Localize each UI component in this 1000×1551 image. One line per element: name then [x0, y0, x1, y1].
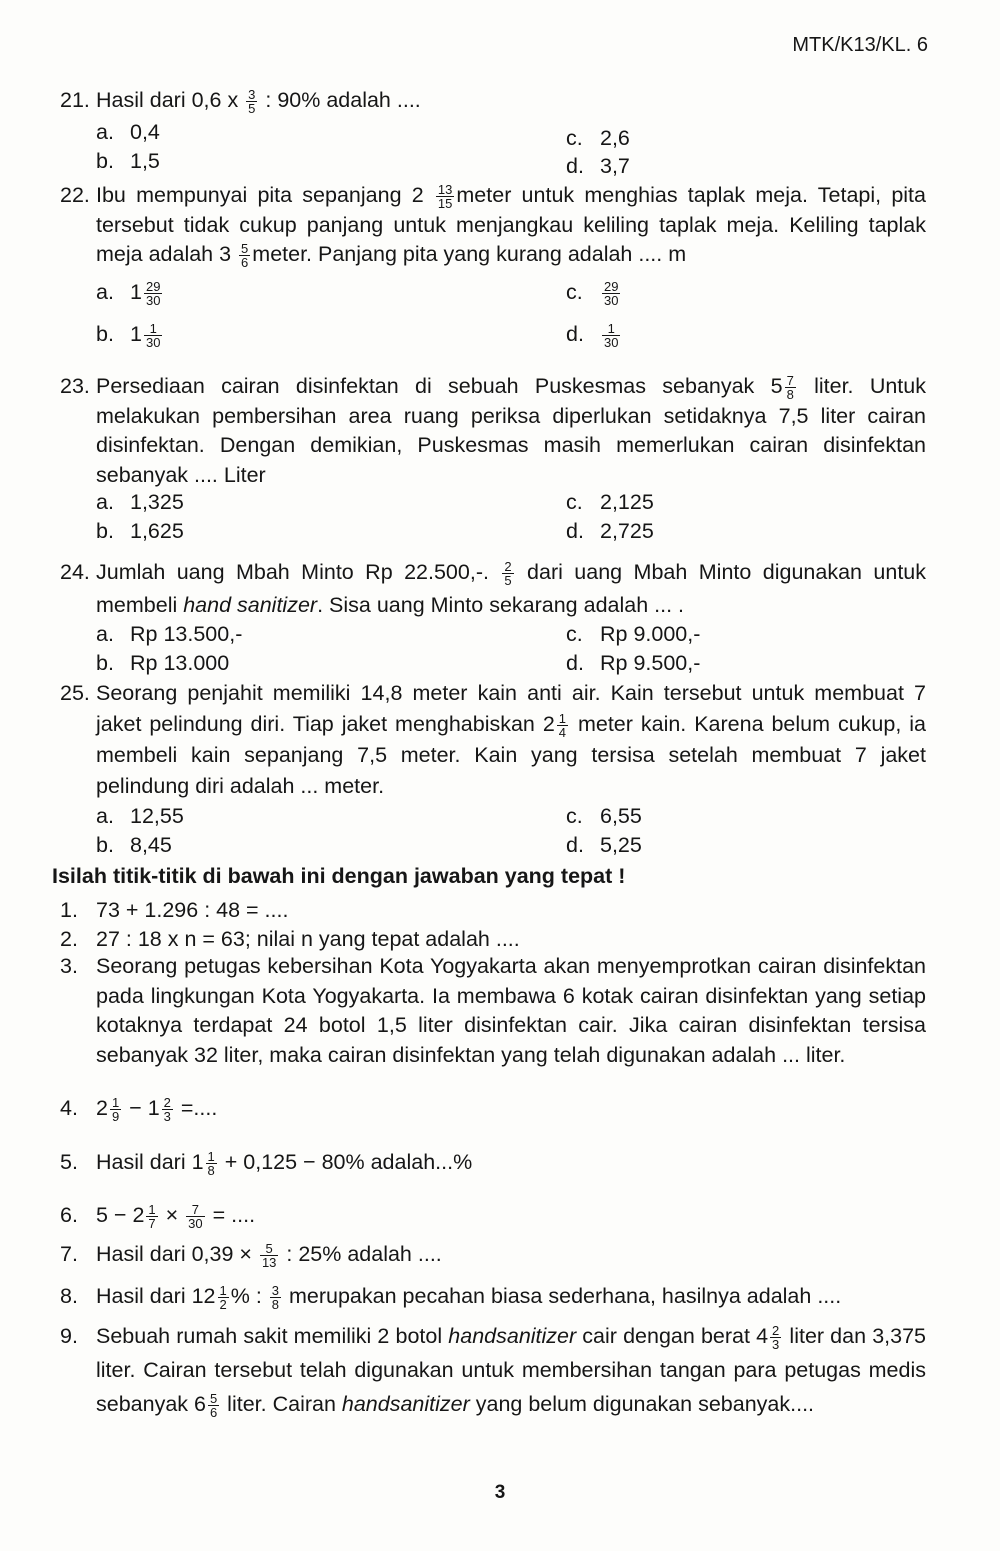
fraction: $\frac{1}{8}$	[207, 1148, 215, 1178]
question-number: 24.	[60, 560, 90, 584]
option-a[interactable]: a. Rp 13.500,-	[96, 622, 243, 646]
option-d[interactable]: d. 2,725	[566, 519, 654, 543]
options	[96, 622, 926, 684]
essay-9: 9. Sebuah rumah sakit memiliki 2 botol handsanitizer cair dengan berat 4 $\frac{2}{3}$ liter dan 3,375 liter. Cairan tersebut telah digunakan untuk membersihan tangan para petugas medis sebanyak 6 $\frac{5}{6}$ liter. Cairan handsanitizer yang belum digunakan sebanyak....	[60, 1319, 926, 1421]
option-a[interactable]: a. 1 $\frac{29}{30}$	[96, 278, 161, 308]
essay-2: 2. 27 : 18 x n = 63; nilai n yang tepat adalah ....	[60, 925, 926, 955]
essay-3: 3. Seorang petugas kebersihan Kota Yogyakarta akan menyemprotkan cairan disinfektan pada lingkungan Kota Yogyakarta. Ia membawa 6 kotak cairan disinfektan yang setiap kotaknya terdapat 24 botol 1,5 liter disinfektan cair. Jika cairan disinfektan tersisa sebanyak 32 liter, maka cairan disinfektan yang telah digunakan adalah ... liter.	[60, 954, 926, 1067]
question-number: 3.	[60, 954, 78, 978]
question-number: 5.	[60, 1150, 78, 1174]
option-c[interactable]: c. $\frac{29}{30}$	[566, 278, 619, 308]
question-text: 24. Jumlah uang Mbah Minto Rp 22.500,-. $\frac{2}{5}$ dari uang Mbah Minto digunakan untuk membeli hand sanitizer. Sisa uang Minto sekarang adalah ... .	[60, 556, 926, 622]
question-text: 25. Seorang penjahit memiliki 14,8 meter kain anti air. Kain tersebut untuk membuat 7 jaket pelindung diri. Tiap jaket menghabiskan 2 $\frac{1}{4}$ meter kain. Karena belum cukup, ia membeli kain sepanjang 7,5 meter. Kain yang tersisa setelah membuat 7 jaket pelindung diri adalah ... meter.	[60, 678, 926, 802]
question-24	[60, 556, 926, 684]
question-number: 1.	[60, 898, 78, 922]
option-d[interactable]: d. 3,7	[566, 153, 630, 178]
option-c[interactable]: c. Rp 9.000,-	[566, 622, 701, 646]
options	[96, 802, 926, 862]
options	[96, 490, 926, 552]
essay-heading: Isilah titik-titik di bawah ini dengan jawaban yang tepat !	[52, 864, 626, 888]
fraction: $\frac{2}{5}$	[504, 558, 512, 588]
question-number: 25.	[60, 681, 90, 705]
option-b[interactable]: b. 8,45	[96, 833, 172, 857]
fraction: $\frac{3}{5}$	[248, 86, 256, 116]
option-c[interactable]: c. 6,55	[566, 804, 642, 828]
option-a[interactable]: a. 0,4	[96, 119, 160, 144]
question-number: 9.	[60, 1324, 78, 1348]
option-d[interactable]: d. 5,25	[566, 833, 642, 857]
fraction: $\frac{5}{6}$	[209, 1390, 218, 1420]
option-d[interactable]: d. Rp 9.500,-	[566, 651, 701, 675]
page-number: 3	[494, 1482, 506, 1503]
essay-7: 7. Hasil dari 0,39 × $\frac{5}{13}$ : 25% adalah ....	[60, 1240, 442, 1270]
question-23	[60, 372, 926, 552]
option-b[interactable]: b. 1,625	[96, 519, 184, 543]
option-a[interactable]: a. 12,55	[96, 804, 184, 828]
essay-1: 1. 73 + 1.296 : 48 = ....	[60, 896, 926, 926]
question-25	[60, 678, 926, 862]
fraction: $\frac{1}{4}$	[558, 710, 567, 740]
fraction: $\frac{2}{3}$	[163, 1094, 171, 1124]
question-21	[60, 86, 926, 180]
question-number: 21.	[60, 88, 90, 112]
options	[96, 116, 926, 180]
options	[96, 270, 926, 364]
essay-5: 5. Hasil dari 1 $\frac{1}{8}$ + 0,125 − 80% adalah...%	[60, 1148, 473, 1178]
fraction: $\frac{1}{9}$	[111, 1094, 120, 1124]
option-c[interactable]: c. 2,125	[566, 490, 654, 514]
document-code: MTK/K13/KL. 6	[792, 34, 928, 56]
fraction: $\frac{5}{13}$	[261, 1240, 277, 1270]
fraction: $\frac{1}{7}$	[148, 1201, 156, 1231]
fraction: $\frac{7}{30}$	[188, 1201, 203, 1231]
question-number: 8.	[60, 1284, 78, 1308]
question-text: 22. Ibu mempunyai pita sepanjang 2 $\frac{13}{15}$ meter untuk menghias taplak meja. Tetapi, pita tersebut tidak cukup panjang untuk menjangkau keliling taplak meja. Keliling taplak meja adalah 3 $\frac{5}{6}$ meter. Panjang pita yang kurang adalah .... m	[60, 181, 926, 270]
fraction: $\frac{1}{2}$	[219, 1282, 227, 1312]
question-text: 21. Hasil dari 0,6 x $\frac{3}{5}$ : 90% adalah ....	[60, 86, 421, 116]
option-c[interactable]: c. 2,6	[566, 125, 630, 150]
option-d[interactable]: d. $\frac{1}{30}$	[566, 320, 619, 350]
option-a[interactable]: a. 1,325	[96, 490, 184, 514]
question-number: 2.	[60, 927, 78, 951]
question-number: 6.	[60, 1203, 78, 1227]
essay-4: 4. 2 $\frac{1}{9}$ − 1 $\frac{2}{3}$ =....	[60, 1094, 218, 1124]
question-number: 4.	[60, 1096, 78, 1120]
question-22	[60, 181, 926, 364]
fraction: $\frac{13}{15}$	[437, 181, 453, 211]
fraction: $\frac{2}{3}$	[772, 1322, 780, 1352]
question-number: 7.	[60, 1242, 78, 1266]
fraction: $\frac{5}{6}$	[241, 240, 249, 270]
question-number: 23.	[60, 374, 90, 398]
option-b[interactable]: b. Rp 13.000	[96, 651, 230, 675]
fraction: $\frac{3}{8}$	[271, 1282, 280, 1312]
essay-6: 6. 5 − 2 $\frac{1}{7}$ × $\frac{7}{30}$ = ....	[60, 1201, 256, 1231]
essay-8: 8. Hasil dari 12 $\frac{1}{2}$ % : $\frac{3}{8}$ merupakan pecahan biasa sederhana, hasilnya adalah ....	[60, 1282, 842, 1312]
option-b[interactable]: b. 1,5	[96, 148, 160, 173]
fraction: $\frac{7}{8}$	[786, 372, 794, 402]
option-b[interactable]: b. 1 $\frac{1}{30}$	[96, 320, 161, 350]
question-text: 23. Persediaan cairan disinfektan di sebuah Puskesmas sebanyak 5 $\frac{7}{8}$ liter. Untuk melakukan pembersihan area ruang periksa diperlukan setidaknya 7,5 liter cairan disinfektan. Dengan demikian, Puskesmas masih memerlukan cairan disinfektan sebanyak .... Liter	[60, 372, 926, 487]
question-number: 22.	[60, 183, 90, 207]
